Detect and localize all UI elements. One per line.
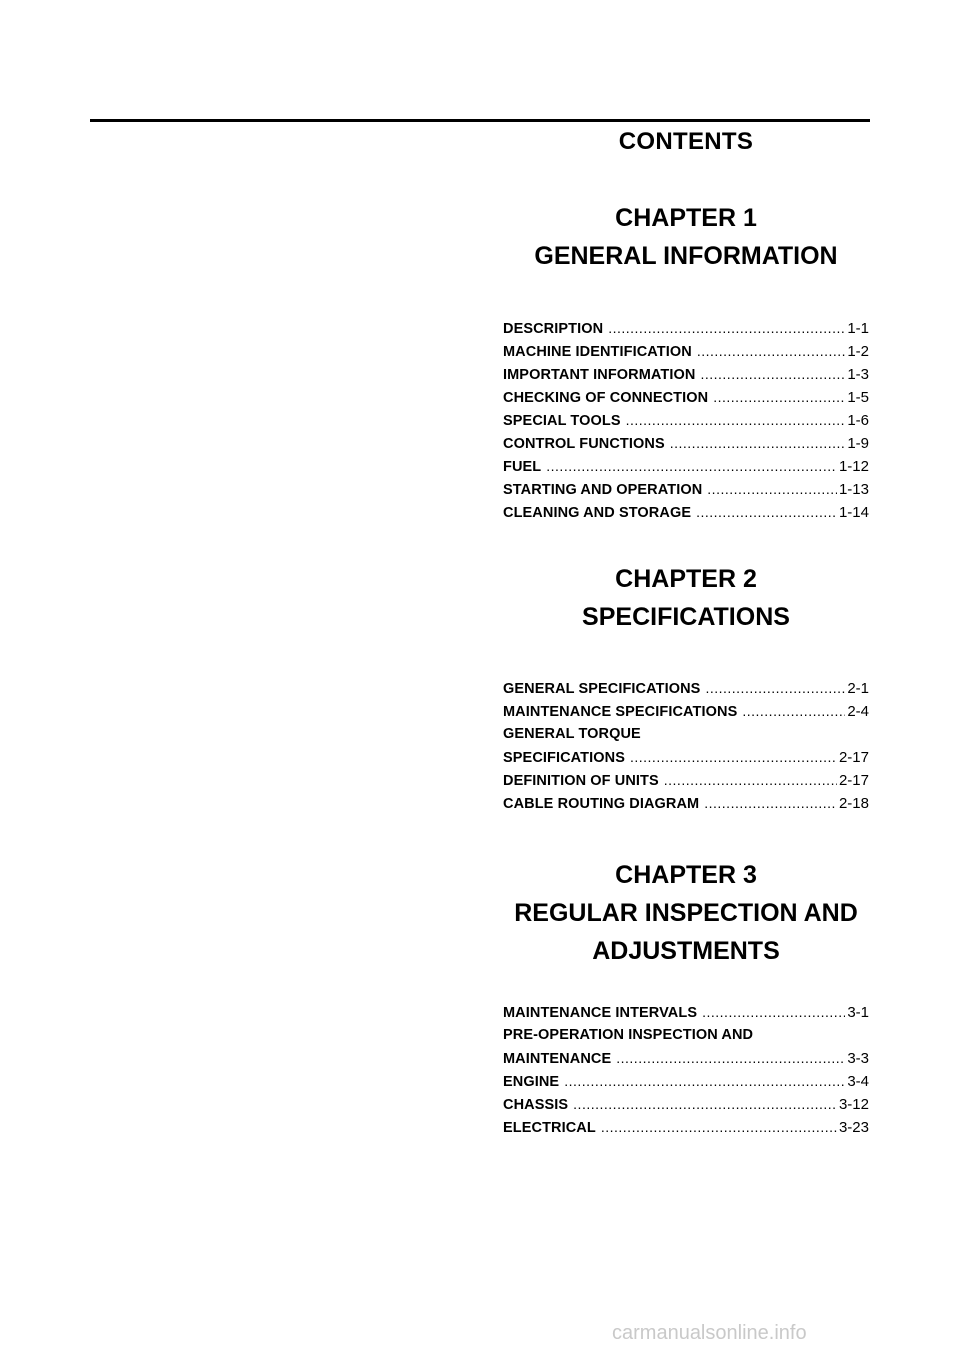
- chapter-3-heading: [490, 856, 882, 970]
- watermark-footer: carmanualsonline.info: [612, 1322, 807, 1344]
- toc-entry[interactable]: FUEL ..... 1-12: [503, 455, 869, 478]
- chapter-1-number: CHAPTER 1: [615, 204, 757, 232]
- toc-entry[interactable]: MAINTENANCE SPECIFICATIONS ..... 2-4: [503, 700, 869, 723]
- toc-entry[interactable]: ELECTRICAL ..... 3-23: [503, 1116, 869, 1139]
- toc-entry[interactable]: MAINTENANCE INTERVALS ..... 3-1: [503, 1001, 869, 1024]
- page-title: CONTENTS: [618, 128, 754, 155]
- toc-entry[interactable]: SPECIAL TOOLS ..... 1-6: [503, 409, 869, 432]
- chapter-3-toc: [503, 1001, 869, 1139]
- toc-entry[interactable]: GENERAL TORQUE SPECIFICATIONS ..... 2-17: [503, 723, 869, 769]
- toc-entry[interactable]: CABLE ROUTING DIAGRAM ..... 2-18: [503, 792, 869, 815]
- chapter-2-heading: [490, 560, 882, 636]
- toc-entry[interactable]: ENGINE ..... 3-4: [503, 1070, 869, 1093]
- toc-entry[interactable]: PRE-OPERATION INSPECTION AND MAINTENANCE ..... 3-3: [503, 1024, 869, 1070]
- toc-entry[interactable]: CLEANING AND STORAGE ..... 1-14: [503, 501, 869, 524]
- chapter-2-title: SPECIFICATIONS: [582, 603, 790, 631]
- toc-entry[interactable]: GENERAL SPECIFICATIONS ..... 2-1: [503, 677, 869, 700]
- header-rule: [90, 119, 870, 122]
- toc-entry[interactable]: CONTROL FUNCTIONS ..... 1-9: [503, 432, 869, 455]
- chapter-3-number: CHAPTER 3: [615, 861, 757, 889]
- toc-entry[interactable]: DEFINITION OF UNITS ..... 2-17: [503, 769, 869, 792]
- chapter-2-toc: [503, 677, 869, 815]
- toc-entry[interactable]: STARTING AND OPERATION ..... 1-13: [503, 478, 869, 501]
- chapter-1-title: GENERAL INFORMATION: [534, 242, 838, 270]
- toc-entry[interactable]: CHASSIS ..... 3-12: [503, 1093, 869, 1116]
- chapter-3-title-cont: ADJUSTMENTS: [592, 937, 780, 965]
- chapter-1-toc: [503, 317, 869, 524]
- toc-entry[interactable]: IMPORTANT INFORMATION ..... 1-3: [503, 363, 869, 386]
- toc-entry[interactable]: CHECKING OF CONNECTION ..... 1-5: [503, 386, 869, 409]
- toc-entry[interactable]: MACHINE IDENTIFICATION ..... 1-2: [503, 340, 869, 363]
- chapter-1-heading: [490, 199, 882, 275]
- chapter-3-title: REGULAR INSPECTION AND: [514, 899, 858, 927]
- toc-entry[interactable]: DESCRIPTION ..... 1-1: [503, 317, 869, 340]
- chapter-2-number: CHAPTER 2: [615, 565, 757, 593]
